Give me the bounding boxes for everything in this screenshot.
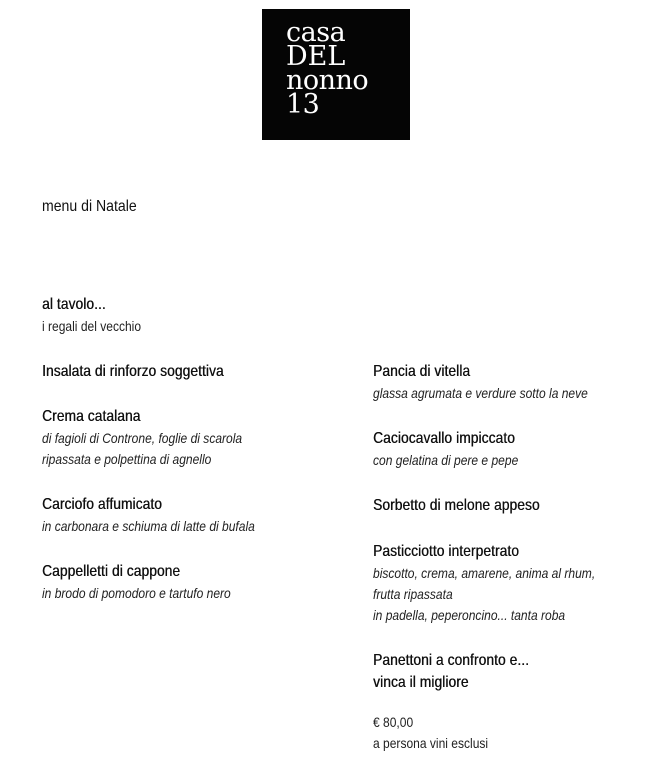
dish-description: in carbonara e schiuma di latte di bufala (42, 518, 255, 534)
dish-description: glassa agrumata e verdure sotto la neve (373, 385, 588, 401)
dish-name: Sorbetto di melone appeso (373, 497, 540, 514)
dish-description: in brodo di pomodoro e tartufo nero (42, 585, 231, 601)
left-menu-column (42, 361, 332, 604)
dish-name: Caciocavallo impiccato (373, 430, 515, 447)
dish-description: con gelatina di pere e pepe (373, 452, 519, 468)
logo-line-del: DEL (286, 41, 346, 72)
dish-item (373, 428, 659, 471)
dish-item (373, 495, 659, 517)
logo-line-number: 13 (286, 89, 320, 120)
price-amount: € 80,00 (373, 714, 414, 730)
dish-item (42, 361, 332, 383)
dish-description: biscotto, crema, amarene, anima al rhum, (373, 565, 596, 581)
dish-item (373, 650, 659, 694)
dish-name: Cappelletti di cappone (42, 563, 181, 580)
dish-name: Crema catalana (42, 408, 141, 425)
dish-description: frutta ripassata (373, 586, 453, 602)
dish-name: Insalata di rinforzo soggettiva (42, 363, 224, 380)
price-note: a persona vini esclusi (373, 735, 489, 751)
intro-title: al tavolo... (42, 296, 106, 313)
dish-item (373, 541, 659, 626)
dish-name: Pancia di vitella (373, 363, 471, 380)
dish-item (42, 561, 332, 604)
dish-description: in padella, peperoncino... tanta roba (373, 607, 566, 623)
restaurant-logo (262, 9, 410, 140)
dish-item (373, 361, 659, 404)
logo-line-nonno: nonno (286, 65, 369, 96)
logo-line-casa: casa (286, 17, 346, 48)
intro-section (42, 294, 157, 337)
right-menu-column (373, 361, 659, 694)
intro-description: i regali del vecchio (42, 318, 142, 334)
price-section (373, 712, 507, 754)
dish-name: Carciofo affumicato (42, 496, 162, 513)
dish-name: Panettoni a confronto e... (373, 652, 529, 669)
dish-item (42, 494, 332, 537)
menu-title: menu di Natale (42, 198, 137, 215)
dish-description: ripassata e polpettina di agnello (42, 451, 212, 467)
dish-item (42, 406, 332, 470)
dish-name: vinca il migliore (373, 674, 469, 691)
dish-name: Pasticciotto interpetrato (373, 543, 519, 560)
dish-description: di fagioli di Controne, foglie di scarola (42, 430, 243, 446)
